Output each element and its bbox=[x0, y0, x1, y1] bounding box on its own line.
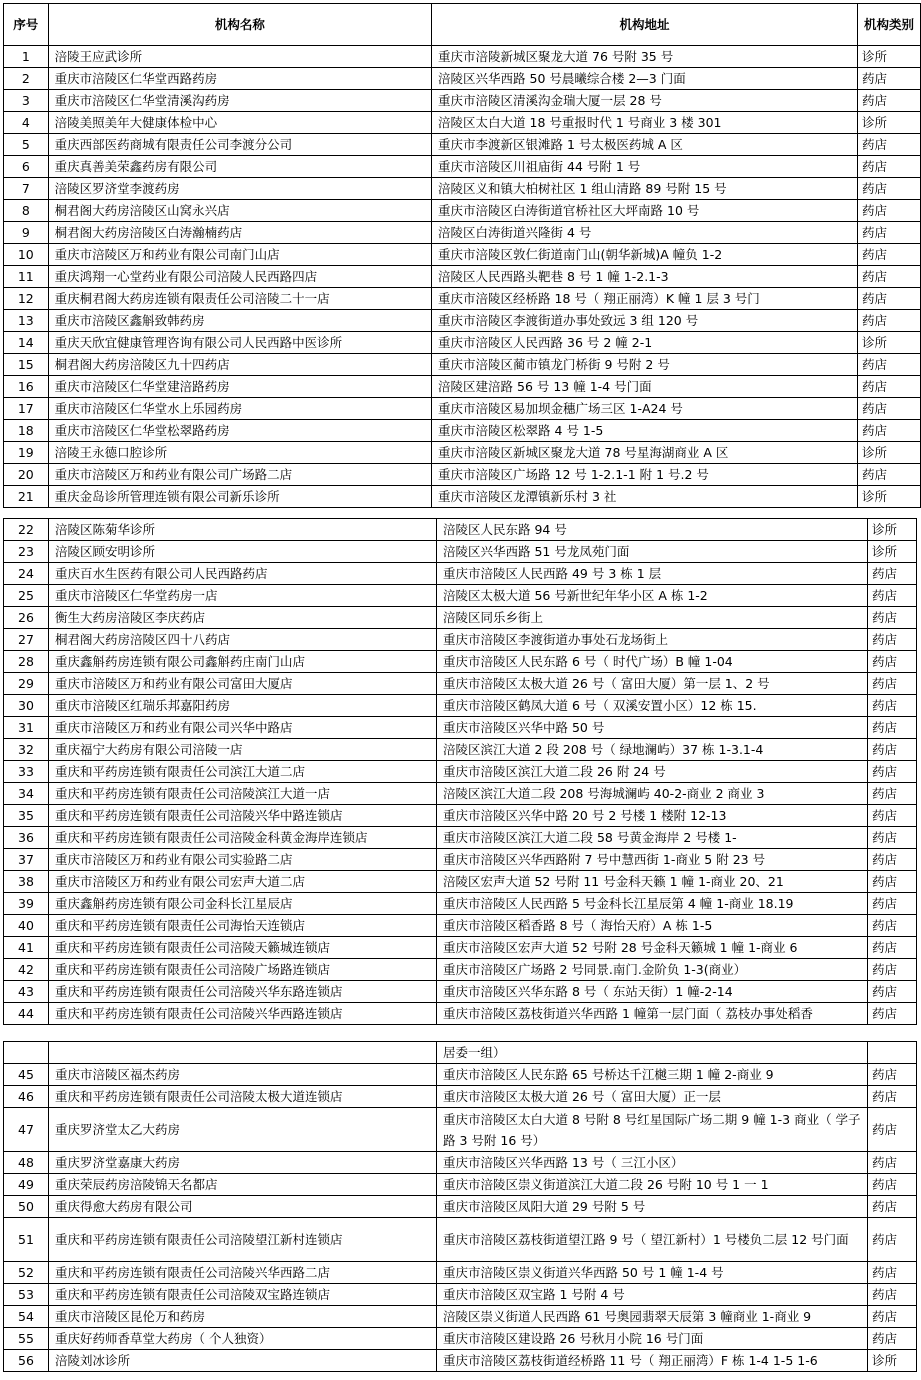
table-row bbox=[4, 1350, 917, 1372]
table-row bbox=[4, 1284, 917, 1306]
institution-name: 重庆荣辰药房涪陵锦天名都店 bbox=[49, 1174, 437, 1196]
institution-name: 重庆市涪陵区仁华堂药房一店 bbox=[49, 585, 437, 607]
institution-address: 重庆市涪陵区太白大道 8 号附 8 号红星国际广场二期 9 幢 1-3 商业（ 学子路 3 号附 16 号） bbox=[437, 1108, 868, 1152]
institution-name: 涪陵王永德口腔诊所 bbox=[48, 442, 431, 464]
institution-name: 重庆和平药房连锁有限责任公司滨江大道二店 bbox=[49, 761, 437, 783]
institution-name: 重庆市涪陵区红瑞乐邦嘉阳药房 bbox=[49, 695, 437, 717]
row-number: 19 bbox=[4, 442, 49, 464]
row-number: 17 bbox=[4, 398, 49, 420]
institution-address: 重庆市李渡新区银滩路 1 号太极医药城 A 区 bbox=[432, 134, 858, 156]
row-number: 6 bbox=[4, 156, 49, 178]
institution-address: 涪陵区人民西路头靶巷 8 号 1 幢 1-2.1-3 bbox=[432, 266, 858, 288]
institution-address: 重庆市涪陵区人民西路 49 号 3 栋 1 层 bbox=[437, 563, 868, 585]
institution-name: 涪陵美照美年大健康体检中心 bbox=[48, 112, 431, 134]
institution-address: 重庆市涪陵区稻香路 8 号（ 海怡天府）A 栋 1-5 bbox=[437, 915, 868, 937]
row-number: 35 bbox=[4, 805, 49, 827]
institution-address: 重庆市涪陵区建设路 26 号秋月小院 16 号门面 bbox=[437, 1328, 868, 1350]
row-number: 28 bbox=[4, 651, 49, 673]
table-header-row bbox=[4, 4, 921, 46]
institution-name: 重庆和平药房连锁有限责任公司涪陵兴华西路连锁店 bbox=[49, 1003, 437, 1025]
institution-address: 涪陵区建涪路 56 号 13 幢 1-4 号门面 bbox=[432, 376, 858, 398]
institution-name: 重庆市涪陵区福杰药房 bbox=[49, 1064, 437, 1086]
institution-category: 药店 bbox=[868, 1108, 917, 1152]
table-row bbox=[4, 1003, 917, 1025]
table-row bbox=[4, 244, 921, 266]
institution-address: 涪陵区宏声大道 52 号附 11 号金科天籁 1 幢 1-商业 20、21 bbox=[437, 871, 868, 893]
institution-category: 药店 bbox=[857, 266, 920, 288]
table-row bbox=[4, 519, 917, 541]
institution-category: 药店 bbox=[868, 1262, 917, 1284]
institution-address: 重庆市涪陵区李渡街道办事处石龙场街上 bbox=[437, 629, 868, 651]
table-row bbox=[4, 1306, 917, 1328]
institution-name: 重庆和平药房连锁有限责任公司涪陵兴华中路连锁店 bbox=[49, 805, 437, 827]
institution-address: 重庆市涪陵区凤阳大道 29 号附 5 号 bbox=[437, 1196, 868, 1218]
row-number: 11 bbox=[4, 266, 49, 288]
header-no: 序号 bbox=[4, 4, 49, 46]
institution-name: 重庆福宁大药房有限公司涪陵一店 bbox=[49, 739, 437, 761]
table-row bbox=[4, 981, 917, 1003]
table-row bbox=[4, 464, 921, 486]
institution-category: 药店 bbox=[868, 673, 917, 695]
row-number: 38 bbox=[4, 871, 49, 893]
row-number: 49 bbox=[4, 1174, 49, 1196]
institution-address: 重庆市涪陵区荔枝街道望江路 9 号（ 望江新村）1 号楼负二层 12 号门面 bbox=[437, 1218, 868, 1262]
institution-name: 重庆鸿翔一心堂药业有限公司涪陵人民西路四店 bbox=[48, 266, 431, 288]
table-row bbox=[4, 651, 917, 673]
institution-address: 涪陵区太极大道 56 号新世纪年华小区 A 栋 1-2 bbox=[437, 585, 868, 607]
institution-address: 重庆市涪陵区滨江大道二段 26 附 24 号 bbox=[437, 761, 868, 783]
row-number: 3 bbox=[4, 90, 49, 112]
row-number: 42 bbox=[4, 959, 49, 981]
row-number: 54 bbox=[4, 1306, 49, 1328]
institution-address: 重庆市涪陵区人民西路 36 号 2 幢 2-1 bbox=[432, 332, 858, 354]
header-category: 机构类别 bbox=[857, 4, 920, 46]
table-row bbox=[4, 1262, 917, 1284]
institution-name: 重庆市涪陵区万和药业有限公司富田大厦店 bbox=[49, 673, 437, 695]
institution-address: 重庆市涪陵区新城区聚龙大道 78 号星海湖商业 A 区 bbox=[432, 442, 858, 464]
institution-address: 重庆市涪陵区易加坝金穗广场三区 1-A24 号 bbox=[432, 398, 858, 420]
row-number: 23 bbox=[4, 541, 49, 563]
table-row bbox=[4, 486, 921, 508]
institution-name: 重庆鑫斛药房连锁有限公司金科长江星辰店 bbox=[49, 893, 437, 915]
institution-category: 药店 bbox=[868, 805, 917, 827]
institution-address: 重庆市涪陵区广场路 12 号 1-2.1-1 附 1 号.2 号 bbox=[432, 464, 858, 486]
institution-address: 涪陵区崇义街道人民西路 61 号奥园翡翠天辰第 3 幢商业 1-商业 9 bbox=[437, 1306, 868, 1328]
table-row bbox=[4, 1328, 917, 1350]
institution-category: 药店 bbox=[857, 244, 920, 266]
row-number: 5 bbox=[4, 134, 49, 156]
institution-address: 涪陵区人民东路 94 号 bbox=[437, 519, 868, 541]
header-name: 机构名称 bbox=[48, 4, 431, 46]
row-number: 24 bbox=[4, 563, 49, 585]
institution-address: 重庆市涪陵区太极大道 26 号（ 富田大厦）第一层 1、2 号 bbox=[437, 673, 868, 695]
institution-address: 重庆市涪陵区龙潭镇新乐村 3 社 bbox=[432, 486, 858, 508]
institution-name: 重庆和平药房连锁有限责任公司涪陵兴华东路连锁店 bbox=[49, 981, 437, 1003]
institution-name: 重庆百水生医药有限公司人民西路药店 bbox=[49, 563, 437, 585]
row-number: 48 bbox=[4, 1152, 49, 1174]
table-row bbox=[4, 1064, 917, 1086]
institution-name: 重庆市涪陵区万和药业有限公司宏声大道二店 bbox=[49, 871, 437, 893]
institution-address: 重庆市涪陵区荔枝街道兴华西路 1 幢第一层门面（ 荔枝办事处稻香 bbox=[437, 1003, 868, 1025]
table-row bbox=[4, 1152, 917, 1174]
institution-category: 药店 bbox=[868, 607, 917, 629]
institution-address: 重庆市涪陵区荔枝街道经桥路 11 号（ 翔正丽湾）F 栋 1-4 1-5 1-6 bbox=[437, 1350, 868, 1372]
institution-category: 诊所 bbox=[857, 112, 920, 134]
row-number: 9 bbox=[4, 222, 49, 244]
institution-address: 重庆市涪陵区滨江大道二段 58 号黄金海岸 2 号楼 1- bbox=[437, 827, 868, 849]
row-number: 20 bbox=[4, 464, 49, 486]
institution-name: 重庆和平药房连锁有限责任公司涪陵天籁城连锁店 bbox=[49, 937, 437, 959]
table-row bbox=[4, 541, 917, 563]
institution-category: 药店 bbox=[857, 464, 920, 486]
institution-address: 重庆市涪陵区敦仁街道南门山(朝华新城)A 幢负 1-2 bbox=[432, 244, 858, 266]
institution-name: 重庆市涪陵区万和药业有限公司兴华中路店 bbox=[49, 717, 437, 739]
row-number: 26 bbox=[4, 607, 49, 629]
table-row bbox=[4, 46, 921, 68]
institution-category: 药店 bbox=[868, 1306, 917, 1328]
row-number: 34 bbox=[4, 783, 49, 805]
continuation-address: 居委一组） bbox=[437, 1042, 868, 1064]
institution-category: 药店 bbox=[857, 200, 920, 222]
table-row bbox=[4, 1108, 917, 1152]
table-row bbox=[4, 937, 917, 959]
row-number: 53 bbox=[4, 1284, 49, 1306]
table-row bbox=[4, 310, 921, 332]
table-row bbox=[4, 695, 917, 717]
institution-name: 重庆和平药房连锁有限责任公司海怡天连锁店 bbox=[49, 915, 437, 937]
table-row bbox=[4, 717, 917, 739]
table-row bbox=[4, 200, 921, 222]
institution-name: 重庆真善美荣鑫药房有限公司 bbox=[48, 156, 431, 178]
table-row bbox=[4, 915, 917, 937]
institution-category: 药店 bbox=[857, 134, 920, 156]
table-row bbox=[4, 354, 921, 376]
institution-name: 桐君阁大药房涪陵区白涛瀚楠药店 bbox=[48, 222, 431, 244]
row-number: 43 bbox=[4, 981, 49, 1003]
institution-address: 重庆市涪陵区清溪沟金瑞大厦一层 28 号 bbox=[432, 90, 858, 112]
table-row bbox=[4, 376, 921, 398]
institution-category: 诊所 bbox=[868, 519, 917, 541]
row-number: 45 bbox=[4, 1064, 49, 1086]
institution-name: 重庆罗济堂嘉康大药房 bbox=[49, 1152, 437, 1174]
institution-category: 药店 bbox=[868, 1064, 917, 1086]
institution-category: 药店 bbox=[857, 68, 920, 90]
institution-category: 药店 bbox=[857, 178, 920, 200]
institution-name: 重庆西部医药商城有限责任公司李渡分公司 bbox=[48, 134, 431, 156]
table-row bbox=[4, 761, 917, 783]
institution-name: 重庆市涪陵区万和药业有限公司广场路二店 bbox=[48, 464, 431, 486]
row-number: 21 bbox=[4, 486, 49, 508]
institution-table-3 bbox=[3, 1041, 917, 1372]
table-row bbox=[4, 673, 917, 695]
institution-name: 重庆桐君阁大药房连锁有限责任公司涪陵二十一店 bbox=[48, 288, 431, 310]
table-row bbox=[4, 585, 917, 607]
institution-address: 重庆市涪陵区蔺市镇龙门桥街 9 号附 2 号 bbox=[432, 354, 858, 376]
institution-name: 重庆市涪陵区仁华堂松翠路药房 bbox=[48, 420, 431, 442]
institution-name: 重庆和平药房连锁有限责任公司涪陵太极大道连锁店 bbox=[49, 1086, 437, 1108]
row-number: 18 bbox=[4, 420, 49, 442]
row-number: 41 bbox=[4, 937, 49, 959]
institution-name: 桐君阁大药房涪陵区山窝永兴店 bbox=[48, 200, 431, 222]
institution-name: 桐君阁大药房涪陵区九十四药店 bbox=[48, 354, 431, 376]
institution-category: 药店 bbox=[868, 695, 917, 717]
row-number: 52 bbox=[4, 1262, 49, 1284]
row-number: 1 bbox=[4, 46, 49, 68]
row-number: 4 bbox=[4, 112, 49, 134]
table-row bbox=[4, 1218, 917, 1262]
row-number: 30 bbox=[4, 695, 49, 717]
institution-category: 药店 bbox=[868, 1174, 917, 1196]
institution-category: 药店 bbox=[868, 629, 917, 651]
institution-category: 药店 bbox=[857, 398, 920, 420]
row-number: 29 bbox=[4, 673, 49, 695]
institution-address: 重庆市涪陵区鹤凤大道 6 号（ 双溪安置小区）12 栋 15. bbox=[437, 695, 868, 717]
table-row bbox=[4, 629, 917, 651]
table-row bbox=[4, 1174, 917, 1196]
row-number: 56 bbox=[4, 1350, 49, 1372]
row-number: 47 bbox=[4, 1108, 49, 1152]
table-row bbox=[4, 222, 921, 244]
table-row bbox=[4, 959, 917, 981]
institution-name: 涪陵王应武诊所 bbox=[48, 46, 431, 68]
institution-category: 药店 bbox=[857, 354, 920, 376]
institution-category: 药店 bbox=[868, 1152, 917, 1174]
table-row bbox=[4, 1086, 917, 1108]
institution-category: 药店 bbox=[868, 585, 917, 607]
institution-address: 重庆市涪陵区兴华东路 8 号（ 东站天街）1 幢-2-14 bbox=[437, 981, 868, 1003]
institution-address: 重庆市涪陵区松翠路 4 号 1-5 bbox=[432, 420, 858, 442]
institution-category: 药店 bbox=[868, 827, 917, 849]
institution-address: 重庆市涪陵区崇义街道滨江大道二段 26 号附 10 号 1 一 1 bbox=[437, 1174, 868, 1196]
institution-name: 重庆和平药房连锁有限责任公司涪陵金科黄金海岸连锁店 bbox=[49, 827, 437, 849]
institution-category: 药店 bbox=[868, 1003, 917, 1025]
institution-name: 衡生大药房涪陵区李庆药店 bbox=[49, 607, 437, 629]
institution-category: 药店 bbox=[868, 871, 917, 893]
row-number: 32 bbox=[4, 739, 49, 761]
table-row bbox=[4, 442, 921, 464]
institution-name: 重庆市涪陵区鑫斛致韩药房 bbox=[48, 310, 431, 332]
row-number: 12 bbox=[4, 288, 49, 310]
institution-category: 诊所 bbox=[857, 46, 920, 68]
table-row bbox=[4, 332, 921, 354]
table-row bbox=[4, 893, 917, 915]
table-row bbox=[4, 134, 921, 156]
table-row bbox=[4, 398, 921, 420]
table-row bbox=[4, 849, 917, 871]
institution-address: 涪陵区义和镇大柏树社区 1 组山清路 89 号附 15 号 bbox=[432, 178, 858, 200]
institution-category: 药店 bbox=[857, 90, 920, 112]
institution-name: 重庆和平药房连锁有限责任公司涪陵双宝路连锁店 bbox=[49, 1284, 437, 1306]
institution-name: 重庆市涪陵区仁华堂水上乐园药房 bbox=[48, 398, 431, 420]
institution-category: 诊所 bbox=[857, 442, 920, 464]
row-number: 10 bbox=[4, 244, 49, 266]
institution-category: 药店 bbox=[868, 1196, 917, 1218]
row-number: 31 bbox=[4, 717, 49, 739]
row-number: 13 bbox=[4, 310, 49, 332]
institution-category: 药店 bbox=[868, 959, 917, 981]
row-number: 55 bbox=[4, 1328, 49, 1350]
institution-name: 重庆市涪陵区万和药业有限公司南门山店 bbox=[48, 244, 431, 266]
table-row bbox=[4, 178, 921, 200]
institution-address: 重庆市涪陵区宏声大道 52 号附 28 号金科天籁城 1 幢 1-商业 6 bbox=[437, 937, 868, 959]
institution-category: 药店 bbox=[868, 739, 917, 761]
institution-category: 药店 bbox=[868, 761, 917, 783]
continuation-row bbox=[4, 1042, 917, 1064]
institution-name: 涪陵刘冰诊所 bbox=[49, 1350, 437, 1372]
institution-category: 药店 bbox=[868, 1218, 917, 1262]
table-row bbox=[4, 827, 917, 849]
institution-address: 重庆市涪陵区人民东路 6 号（ 时代广场）B 幢 1-04 bbox=[437, 651, 868, 673]
institution-category: 药店 bbox=[868, 915, 917, 937]
row-number: 40 bbox=[4, 915, 49, 937]
institution-category: 药店 bbox=[868, 893, 917, 915]
institution-name: 重庆罗济堂太乙大药房 bbox=[49, 1108, 437, 1152]
row-number: 15 bbox=[4, 354, 49, 376]
institution-category: 诊所 bbox=[857, 486, 920, 508]
row-number: 22 bbox=[4, 519, 49, 541]
table-row bbox=[4, 288, 921, 310]
institution-name: 重庆好药师香草堂大药房（ 个人独资） bbox=[49, 1328, 437, 1350]
institution-address: 重庆市涪陵区双宝路 1 号附 4 号 bbox=[437, 1284, 868, 1306]
institution-category: 药店 bbox=[857, 310, 920, 332]
institution-name: 重庆市涪陵区昆伦万和药房 bbox=[49, 1306, 437, 1328]
table-row bbox=[4, 783, 917, 805]
table-segment-3 bbox=[3, 1041, 917, 1372]
header-address: 机构地址 bbox=[432, 4, 858, 46]
institution-name: 重庆市涪陵区仁华堂西路药房 bbox=[48, 68, 431, 90]
table-row bbox=[4, 739, 917, 761]
row-number: 36 bbox=[4, 827, 49, 849]
institution-category: 药店 bbox=[868, 937, 917, 959]
institution-category: 药店 bbox=[868, 1086, 917, 1108]
row-number: 39 bbox=[4, 893, 49, 915]
institution-address: 重庆市涪陵区崇义街道兴华西路 50 号 1 幢 1-4 号 bbox=[437, 1262, 868, 1284]
institution-category: 药店 bbox=[868, 783, 917, 805]
institution-category: 药店 bbox=[868, 651, 917, 673]
row-number: 2 bbox=[4, 68, 49, 90]
institution-name: 重庆市涪陵区仁华堂建涪路药房 bbox=[48, 376, 431, 398]
institution-address: 重庆市涪陵区川祖庙街 44 号附 1 号 bbox=[432, 156, 858, 178]
row-number: 14 bbox=[4, 332, 49, 354]
institution-address: 涪陵区滨江大道 2 段 208 号（ 绿地澜屿）37 栋 1-3.1-4 bbox=[437, 739, 868, 761]
institution-address: 重庆市涪陵区白涛街道官桥社区大坪南路 10 号 bbox=[432, 200, 858, 222]
institution-address: 涪陵区太白大道 18 号重报时代 1 号商业 3 楼 301 bbox=[432, 112, 858, 134]
institution-address: 涪陵区兴华西路 51 号龙凤苑门面 bbox=[437, 541, 868, 563]
institution-name: 重庆市涪陵区万和药业有限公司实验路二店 bbox=[49, 849, 437, 871]
table-row bbox=[4, 607, 917, 629]
table-row bbox=[4, 156, 921, 178]
institution-name: 重庆和平药房连锁有限责任公司涪陵兴华西路二店 bbox=[49, 1262, 437, 1284]
table-row bbox=[4, 68, 921, 90]
institution-category: 诊所 bbox=[868, 541, 917, 563]
institution-category: 药店 bbox=[857, 156, 920, 178]
institution-address: 重庆市涪陵区兴华中路 50 号 bbox=[437, 717, 868, 739]
row-number: 25 bbox=[4, 585, 49, 607]
table-row bbox=[4, 112, 921, 134]
row-number: 37 bbox=[4, 849, 49, 871]
institution-category: 药店 bbox=[857, 222, 920, 244]
institution-name: 重庆和平药房连锁有限责任公司涪陵滨江大道一店 bbox=[49, 783, 437, 805]
table-row bbox=[4, 871, 917, 893]
institution-category: 诊所 bbox=[857, 332, 920, 354]
institution-address: 重庆市涪陵区经桥路 18 号（ 翔正丽湾）K 幢 1 层 3 号门 bbox=[432, 288, 858, 310]
institution-name: 重庆市涪陵区仁华堂清溪沟药房 bbox=[48, 90, 431, 112]
institution-address: 重庆市涪陵区广场路 2 号同景.南门.金阶负 1-3(商业） bbox=[437, 959, 868, 981]
table-row bbox=[4, 563, 917, 585]
institution-address: 涪陵区兴华西路 50 号晨曦综合楼 2—3 门面 bbox=[432, 68, 858, 90]
table-row bbox=[4, 266, 921, 288]
institution-address: 重庆市涪陵区人民东路 65 号桥达千江樾三期 1 幢 2-商业 9 bbox=[437, 1064, 868, 1086]
row-number: 7 bbox=[4, 178, 49, 200]
institution-table-1 bbox=[3, 3, 921, 508]
institution-name: 重庆和平药房连锁有限责任公司涪陵广场路连锁店 bbox=[49, 959, 437, 981]
table-segment-2 bbox=[3, 518, 917, 1025]
institution-address: 重庆市涪陵区兴华中路 20 号 2 号楼 1 楼附 12-13 bbox=[437, 805, 868, 827]
institution-name: 涪陵区罗济堂李渡药房 bbox=[48, 178, 431, 200]
institution-category: 药店 bbox=[857, 288, 920, 310]
institution-address: 重庆市涪陵区兴华西路附 7 号中慧西街 1-商业 5 附 23 号 bbox=[437, 849, 868, 871]
institution-name: 涪陵区陈菊华诊所 bbox=[49, 519, 437, 541]
institution-name: 重庆和平药房连锁有限责任公司涪陵望江新村连锁店 bbox=[49, 1218, 437, 1262]
institution-category: 药店 bbox=[868, 981, 917, 1003]
institution-category: 药店 bbox=[868, 717, 917, 739]
table-segment-1 bbox=[3, 3, 921, 508]
institution-table-2 bbox=[3, 518, 917, 1025]
institution-category: 药店 bbox=[857, 420, 920, 442]
institution-name: 重庆鑫斛药房连锁有限公司鑫斛药庄南门山店 bbox=[49, 651, 437, 673]
institution-category: 药店 bbox=[868, 1284, 917, 1306]
institution-name: 重庆得愈大药房有限公司 bbox=[49, 1196, 437, 1218]
institution-address: 重庆市涪陵区兴华西路 13 号（ 三江小区） bbox=[437, 1152, 868, 1174]
institution-address: 重庆市涪陵区太极大道 26 号（ 富田大厦）正一层 bbox=[437, 1086, 868, 1108]
institution-address: 涪陵区滨江大道二段 208 号海城澜屿 40-2-商业 2 商业 3 bbox=[437, 783, 868, 805]
institution-category: 药店 bbox=[857, 376, 920, 398]
institution-address: 重庆市涪陵区李渡街道办事处致远 3 组 120 号 bbox=[432, 310, 858, 332]
row-number: 27 bbox=[4, 629, 49, 651]
institution-address: 涪陵区白涛街道兴隆街 4 号 bbox=[432, 222, 858, 244]
row-number: 44 bbox=[4, 1003, 49, 1025]
table-row bbox=[4, 805, 917, 827]
institution-category: 诊所 bbox=[868, 1350, 917, 1372]
row-number: 33 bbox=[4, 761, 49, 783]
institution-name: 桐君阁大药房涪陵区四十八药店 bbox=[49, 629, 437, 651]
row-number: 50 bbox=[4, 1196, 49, 1218]
institution-category: 药店 bbox=[868, 563, 917, 585]
row-number: 8 bbox=[4, 200, 49, 222]
institution-address: 重庆市涪陵新城区聚龙大道 76 号附 35 号 bbox=[432, 46, 858, 68]
institution-address: 涪陵区同乐乡街上 bbox=[437, 607, 868, 629]
institution-category: 药店 bbox=[868, 1328, 917, 1350]
institution-category: 药店 bbox=[868, 849, 917, 871]
row-number: 16 bbox=[4, 376, 49, 398]
table-row bbox=[4, 1196, 917, 1218]
table-row bbox=[4, 420, 921, 442]
institution-name: 重庆金岛诊所管理连锁有限公司新乐诊所 bbox=[48, 486, 431, 508]
institution-name: 涪陵区顾安明诊所 bbox=[49, 541, 437, 563]
table-row bbox=[4, 90, 921, 112]
institution-address: 重庆市涪陵区人民西路 5 号金科长江星辰第 4 幢 1-商业 18.19 bbox=[437, 893, 868, 915]
row-number: 51 bbox=[4, 1218, 49, 1262]
row-number: 46 bbox=[4, 1086, 49, 1108]
institution-name: 重庆天欣宜健康管理咨询有限公司人民西路中医诊所 bbox=[48, 332, 431, 354]
